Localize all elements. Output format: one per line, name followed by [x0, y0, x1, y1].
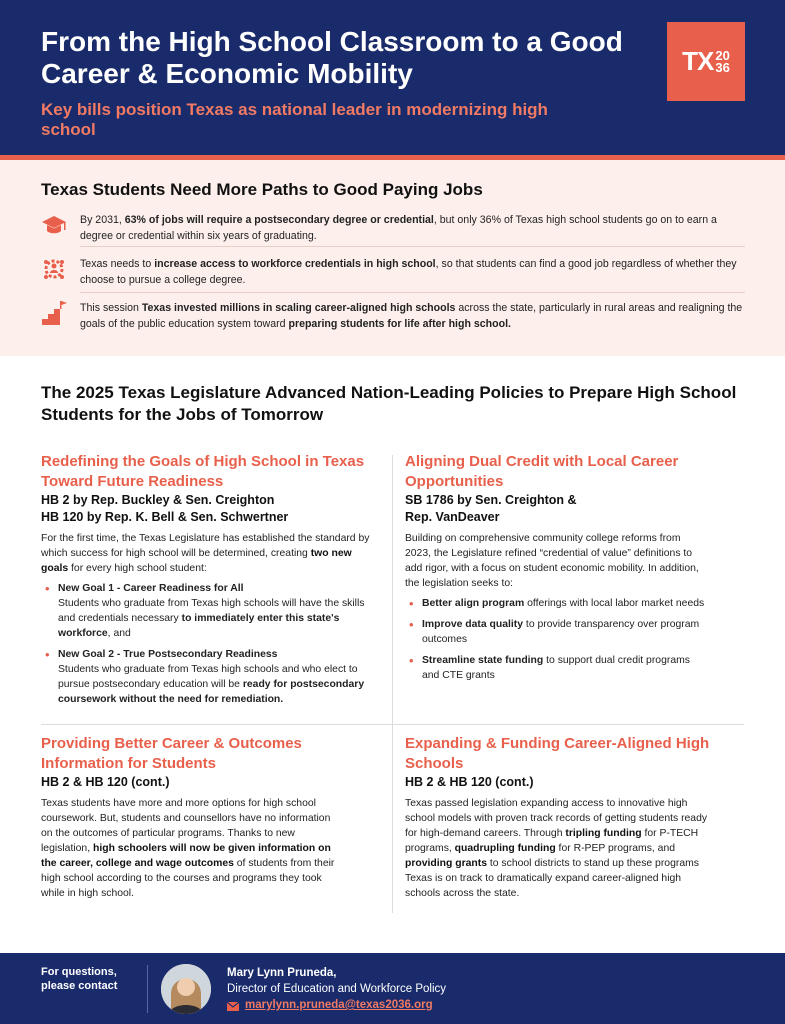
- card-emphasis: providing grants: [405, 858, 487, 869]
- card-emphasis: tripling funding: [565, 828, 642, 839]
- list-item: [41, 647, 381, 707]
- card-bill: HB 120 by Rep. K. Bell & Sen. Schwertner: [41, 510, 289, 524]
- logo-year-bottom: 36: [715, 59, 730, 75]
- divider: [80, 292, 745, 293]
- card-intro: [41, 531, 381, 576]
- card-title: Providing Better Career & Outcomes Information for Students: [41, 735, 302, 772]
- card-text: for R-PEP programs, and: [555, 843, 676, 854]
- card-bill: HB 2 & HB 120 (cont.): [41, 775, 170, 789]
- card-bill: HB 2 & HB 120 (cont.): [405, 775, 534, 789]
- goal-text: Students who graduate from Texas high schools will have the skills and credentials necessary: [58, 598, 365, 624]
- card-body: [41, 796, 341, 901]
- need-item-1: [80, 212, 745, 244]
- card-emphasis: quadrupling funding: [454, 843, 556, 854]
- bullet-emphasis: Streamline state funding: [422, 655, 544, 666]
- avatar: [161, 964, 211, 1014]
- card-bill: HB 2 by Rep. Buckley & Sen. Creighton: [41, 493, 275, 507]
- card-text: of students from their high school according to the courses and programs they took while in high school.: [41, 858, 335, 899]
- footer: [0, 953, 785, 1024]
- need-emphasis: 63% of jobs will require a postsecondary degree or credential: [124, 214, 434, 226]
- card-outcomes-information: [41, 734, 341, 901]
- card-dual-credit: [405, 452, 705, 689]
- card-emphasis: two new goals: [41, 548, 352, 574]
- need-text: , but only 36% of Texas high school students go on to earn a degree or credential within six years of graduating.: [80, 214, 717, 242]
- need-text: across the state, particularly in rural areas and realigning the goals of the public education system toward: [80, 302, 743, 330]
- footer-divider: [147, 965, 148, 1013]
- card-emphasis: high schoolers will now be given information on the career, college and wage outcomes: [41, 843, 331, 869]
- bullet-text: to provide transparency over program outcomes: [422, 619, 700, 645]
- card-text: for every high school student:: [68, 563, 207, 574]
- page-subtitle: Key bills position Texas as national leader in modernizing high school: [41, 100, 548, 139]
- person-photo-icon: [161, 964, 211, 1014]
- policies-title: The 2025 Texas Legislature Advanced Nation-Leading Policies to Prepare High School Students for the Jobs of Tomorrow: [41, 383, 737, 424]
- card-title: Redefining the Goals of High School in Texas Toward Future Readiness: [41, 453, 365, 490]
- need-text: This session: [80, 302, 142, 314]
- bullet-emphasis: Improve data quality: [422, 619, 524, 630]
- need-item-2: [80, 256, 745, 288]
- goal-title: New Goal 2 - True Postsecondary Readiness: [58, 649, 278, 660]
- team-gear-icon: [41, 256, 67, 282]
- card-text: to school districts to stand up these programs Texas is on track to dramatically expand career-aligned high schools across the state.: [405, 858, 699, 899]
- card-bill: SB 1786 by Sen. Creighton &: [405, 493, 577, 507]
- bullet-text: offerings with local labor market needs: [524, 598, 705, 609]
- card-text: Texas passed legislation expanding access to innovative high school models with proven track records of getting students ready for high-demand careers. Through: [405, 798, 708, 839]
- card-body: [405, 796, 710, 901]
- card-title: Aligning Dual Credit with Local Career Opportunities: [405, 453, 679, 490]
- card-career-aligned-schools: [405, 734, 710, 901]
- page-title: From the High School Classroom to a Good Career & Economic Mobility: [41, 26, 623, 89]
- logo-year: [715, 47, 730, 75]
- row-divider: [41, 724, 744, 725]
- bullet-text: to support dual credit programs and CTE grants: [422, 655, 690, 681]
- need-emphasis: increase access to workforce credentials in high school: [154, 258, 436, 270]
- goal-text: , and: [107, 628, 131, 639]
- card-title: Expanding & Funding Career-Aligned High Schools: [405, 735, 710, 772]
- card-text: Texas students have more and more options for high school coursework. But, students and counsellors have no information on the outcomes of particular programs. Thanks to new legislation,: [41, 798, 331, 854]
- goal-emphasis: to immediately enter this state's workforce: [58, 613, 340, 639]
- bullet-emphasis: Better align program: [422, 598, 525, 609]
- bullets-list: [405, 596, 705, 683]
- mail-icon: [227, 1002, 239, 1011]
- goal-title: New Goal 1 - Career Readiness for All: [58, 583, 244, 594]
- logo-year-top: 20: [715, 47, 730, 63]
- contact-prompt: For questions, please contact: [41, 966, 118, 992]
- need-text: By 2031,: [80, 214, 125, 226]
- card-text: For the first time, the Texas Legislature has established the standard by which success for high school will be determined, creating: [41, 533, 370, 559]
- contact-name: Mary Lynn Pruneda,: [227, 967, 337, 979]
- list-item: [405, 596, 705, 611]
- need-text: Texas needs to: [80, 258, 155, 270]
- texas-2036-logo: [667, 22, 745, 101]
- list-item: [405, 653, 705, 683]
- need-emphasis: Texas invested millions in scaling career-aligned high schools: [141, 302, 456, 314]
- column-divider: [392, 455, 393, 913]
- logo-tx: TX: [682, 46, 714, 76]
- contact-email-link[interactable]: marylynn.pruneda@texas2036.org: [245, 999, 433, 1011]
- needs-title: Texas Students Need More Paths to Good Paying Jobs: [41, 180, 483, 199]
- card-redefining-goals: [41, 452, 381, 713]
- need-text: , so that students can find a good job regardless of whether they choose to pursue a college degree.: [80, 258, 737, 286]
- list-item: [41, 581, 381, 641]
- card-bill: Rep. VanDeaver: [405, 510, 500, 524]
- card-text: for P-TECH programs,: [405, 828, 699, 854]
- goal-text: Students who graduate from Texas high schools and who elect to pursue postsecondary education will be: [58, 664, 358, 690]
- divider: [80, 246, 745, 247]
- goal-emphasis: ready for postsecondary coursework without the need for remediation.: [58, 679, 365, 705]
- need-item-3: [80, 300, 745, 332]
- need-emphasis: preparing students for life after high school.: [288, 318, 511, 330]
- contact-role: Director of Education and Workforce Policy: [227, 983, 447, 995]
- stairs-flag-icon: [41, 300, 67, 326]
- goals-list: [41, 581, 381, 707]
- list-item: [405, 617, 705, 647]
- card-intro: Building on comprehensive community college reforms from 2023, the Legislature refined “credential of value” definitions to add rigor, with a focus on student economic mobility. In addition, the legislation seeks to:: [405, 533, 699, 589]
- graduation-cap-icon: [41, 212, 67, 238]
